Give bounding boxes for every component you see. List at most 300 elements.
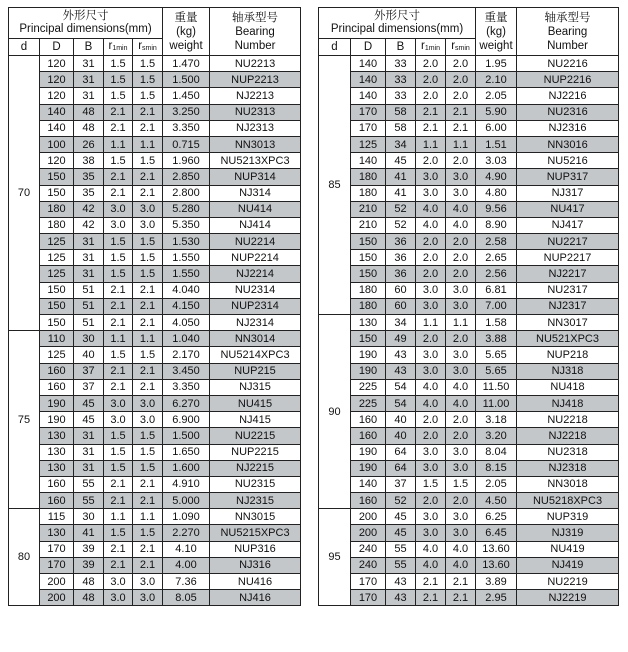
rsmin-cell: 2.0 bbox=[446, 331, 476, 347]
rsmin-cell: 3.0 bbox=[446, 298, 476, 314]
outer-diameter-cell: 150 bbox=[351, 266, 386, 282]
bearing-number-cell: NU2219 bbox=[517, 574, 619, 590]
r1min-cell: 3.0 bbox=[104, 590, 133, 606]
bearing-number-cell: NUP215 bbox=[210, 363, 301, 379]
r1min-cell: 2.0 bbox=[416, 153, 446, 169]
bearing-number-cell: NU2318 bbox=[517, 444, 619, 460]
r1min-cell: 1.5 bbox=[104, 347, 133, 363]
rsmin-cell: 4.0 bbox=[446, 217, 476, 233]
weight-cell: 2.270 bbox=[163, 525, 210, 541]
rsmin-cell: 2.0 bbox=[446, 493, 476, 509]
weight-cell: 8.05 bbox=[163, 590, 210, 606]
outer-diameter-cell: 200 bbox=[40, 574, 74, 590]
bore-diameter-cell: 70 bbox=[9, 56, 40, 331]
width-cell: 43 bbox=[386, 574, 416, 590]
rsmin-cell: 3.0 bbox=[446, 185, 476, 201]
bearing-number-cell: NUP314 bbox=[210, 169, 301, 185]
weight-header: 重量 (kg) weight bbox=[476, 8, 517, 56]
width-cell: 31 bbox=[74, 266, 104, 282]
outer-diameter-cell: 200 bbox=[351, 525, 386, 541]
weight-cell: 4.50 bbox=[476, 493, 517, 509]
weight-cell: 4.150 bbox=[163, 298, 210, 314]
bearing-number-cell: NJ2217 bbox=[517, 266, 619, 282]
bearing-number-cell: NU415 bbox=[210, 395, 301, 411]
table-row bbox=[319, 363, 619, 379]
r1min-cell: 2.1 bbox=[104, 282, 133, 298]
width-cell: 36 bbox=[386, 266, 416, 282]
width-cell: 43 bbox=[386, 363, 416, 379]
bearing-number-cell: NJ415 bbox=[210, 412, 301, 428]
outer-diameter-cell: 210 bbox=[351, 201, 386, 217]
weight-cell: 1.530 bbox=[163, 234, 210, 250]
outer-diameter-cell: 160 bbox=[40, 493, 74, 509]
principal-dimensions-header: 外形尺寸 Principal dimensions(mm) bbox=[319, 8, 476, 39]
outer-diameter-cell: 130 bbox=[40, 460, 74, 476]
weight-cell: 2.05 bbox=[476, 88, 517, 104]
r1min-cell: 2.0 bbox=[416, 412, 446, 428]
rsmin-cell: 2.1 bbox=[133, 541, 163, 557]
outer-diameter-cell: 115 bbox=[40, 509, 74, 525]
table-row bbox=[9, 557, 301, 573]
width-cell: 52 bbox=[386, 217, 416, 233]
width-cell: 35 bbox=[74, 169, 104, 185]
r1min-cell: 2.0 bbox=[416, 493, 446, 509]
outer-diameter-cell: 170 bbox=[351, 120, 386, 136]
bearing-number-cell: NU419 bbox=[517, 541, 619, 557]
rsmin-cell: 1.5 bbox=[133, 444, 163, 460]
rsmin-cell: 2.0 bbox=[446, 153, 476, 169]
table-row bbox=[319, 72, 619, 88]
weight-cell: 1.600 bbox=[163, 460, 210, 476]
r1min-cell: 1.1 bbox=[104, 136, 133, 152]
table-row bbox=[9, 72, 301, 88]
outer-diameter-cell: 240 bbox=[351, 541, 386, 557]
table-row bbox=[319, 331, 619, 347]
table-row bbox=[319, 412, 619, 428]
width-cell: 39 bbox=[74, 541, 104, 557]
rsmin-cell: 2.0 bbox=[446, 88, 476, 104]
outer-diameter-cell: 190 bbox=[351, 444, 386, 460]
width-cell: 34 bbox=[386, 315, 416, 331]
width-cell: 33 bbox=[386, 56, 416, 72]
outer-diameter-cell: 170 bbox=[351, 574, 386, 590]
rsmin-cell: 2.0 bbox=[446, 250, 476, 266]
outer-diameter-cell: 120 bbox=[40, 72, 74, 88]
col-B-header: B bbox=[74, 39, 104, 56]
weight-cell: 13.60 bbox=[476, 557, 517, 573]
outer-diameter-cell: 210 bbox=[351, 217, 386, 233]
outer-diameter-cell: 120 bbox=[40, 153, 74, 169]
bearing-number-cell: NJ2313 bbox=[210, 120, 301, 136]
weight-cell: 2.95 bbox=[476, 590, 517, 606]
weight-cell: 1.090 bbox=[163, 509, 210, 525]
weight-cell: 3.89 bbox=[476, 574, 517, 590]
rsmin-cell: 1.5 bbox=[133, 428, 163, 444]
bearing-number-cell: NUP2213 bbox=[210, 72, 301, 88]
width-cell: 38 bbox=[74, 153, 104, 169]
outer-diameter-cell: 170 bbox=[40, 557, 74, 573]
width-cell: 51 bbox=[74, 282, 104, 298]
bore-diameter-cell: 95 bbox=[319, 509, 351, 606]
weight-cell: 4.80 bbox=[476, 185, 517, 201]
outer-diameter-cell: 170 bbox=[351, 590, 386, 606]
r1min-cell: 1.1 bbox=[104, 509, 133, 525]
table-row bbox=[9, 363, 301, 379]
width-cell: 48 bbox=[74, 574, 104, 590]
r1min-cell: 3.0 bbox=[416, 169, 446, 185]
width-cell: 35 bbox=[74, 185, 104, 201]
r1min-cell: 2.1 bbox=[104, 363, 133, 379]
width-cell: 51 bbox=[74, 298, 104, 314]
table-row bbox=[9, 476, 301, 492]
bearing-number-cell: NJ2317 bbox=[517, 298, 619, 314]
weight-cell: 1.040 bbox=[163, 331, 210, 347]
r1min-cell: 1.1 bbox=[416, 315, 446, 331]
r1min-cell: 2.1 bbox=[416, 574, 446, 590]
width-cell: 26 bbox=[74, 136, 104, 152]
bearing-number-cell: NJ2219 bbox=[517, 590, 619, 606]
rsmin-cell: 3.0 bbox=[133, 217, 163, 233]
rsmin-cell: 2.1 bbox=[446, 104, 476, 120]
width-cell: 31 bbox=[74, 56, 104, 72]
r1min-cell: 2.1 bbox=[104, 185, 133, 201]
outer-diameter-cell: 180 bbox=[351, 185, 386, 201]
bearing-number-cell: NU2313 bbox=[210, 104, 301, 120]
outer-diameter-cell: 190 bbox=[351, 460, 386, 476]
weight-cell: 4.00 bbox=[163, 557, 210, 573]
table-row bbox=[319, 493, 619, 509]
bore-diameter-cell: 80 bbox=[9, 509, 40, 606]
bearing-number-cell: NJ2216 bbox=[517, 88, 619, 104]
bearing-number-cell: NJ318 bbox=[517, 363, 619, 379]
outer-diameter-cell: 150 bbox=[351, 250, 386, 266]
bearing-number-cell: NU2215 bbox=[210, 428, 301, 444]
outer-diameter-cell: 150 bbox=[40, 315, 74, 331]
weight-cell: 1.550 bbox=[163, 250, 210, 266]
width-cell: 40 bbox=[74, 347, 104, 363]
table-row bbox=[319, 120, 619, 136]
r1min-cell: 1.5 bbox=[104, 72, 133, 88]
outer-diameter-cell: 180 bbox=[40, 201, 74, 217]
weight-cell: 6.25 bbox=[476, 509, 517, 525]
outer-diameter-cell: 100 bbox=[40, 136, 74, 152]
width-cell: 64 bbox=[386, 444, 416, 460]
width-cell: 48 bbox=[74, 590, 104, 606]
width-cell: 51 bbox=[74, 315, 104, 331]
width-cell: 33 bbox=[386, 72, 416, 88]
outer-diameter-cell: 160 bbox=[351, 493, 386, 509]
bearing-number-cell: NUP2215 bbox=[210, 444, 301, 460]
col-r1min-header: $r_{1min}$ bbox=[416, 39, 446, 56]
table-row bbox=[319, 574, 619, 590]
rsmin-cell: 3.0 bbox=[446, 363, 476, 379]
bearing-number-cell: NJ2315 bbox=[210, 493, 301, 509]
width-cell: 31 bbox=[74, 88, 104, 104]
table-row bbox=[319, 298, 619, 314]
r1min-cell: 3.0 bbox=[104, 395, 133, 411]
r1min-cell: 2.0 bbox=[416, 331, 446, 347]
table-row bbox=[319, 395, 619, 411]
rsmin-cell: 1.5 bbox=[133, 250, 163, 266]
left-table-body bbox=[9, 56, 301, 606]
outer-diameter-cell: 200 bbox=[351, 509, 386, 525]
rsmin-cell: 3.0 bbox=[446, 509, 476, 525]
col-D-header: D bbox=[351, 39, 386, 56]
weight-cell: 1.550 bbox=[163, 266, 210, 282]
r1min-cell: 3.0 bbox=[416, 185, 446, 201]
bearing-number-cell: NU418 bbox=[517, 379, 619, 395]
r1min-cell: 1.1 bbox=[416, 136, 446, 152]
r1min-cell: 1.5 bbox=[104, 266, 133, 282]
weight-cell: 13.60 bbox=[476, 541, 517, 557]
col-r1min-header: $r_{1min}$ bbox=[104, 39, 133, 56]
r1min-cell: 1.5 bbox=[104, 153, 133, 169]
outer-diameter-cell: 130 bbox=[351, 315, 386, 331]
outer-diameter-cell: 190 bbox=[351, 363, 386, 379]
weight-cell: 9.56 bbox=[476, 201, 517, 217]
table-row bbox=[9, 56, 301, 72]
weight-cell: 2.65 bbox=[476, 250, 517, 266]
bore-diameter-cell: 75 bbox=[9, 331, 40, 509]
table-row bbox=[9, 574, 301, 590]
outer-diameter-cell: 140 bbox=[351, 476, 386, 492]
r1min-cell: 2.1 bbox=[416, 120, 446, 136]
weight-cell: 1.51 bbox=[476, 136, 517, 152]
width-cell: 45 bbox=[74, 395, 104, 411]
rsmin-cell: 3.0 bbox=[446, 460, 476, 476]
rsmin-cell: 2.0 bbox=[446, 56, 476, 72]
width-cell: 58 bbox=[386, 120, 416, 136]
width-cell: 30 bbox=[74, 509, 104, 525]
r1min-cell: 3.0 bbox=[104, 412, 133, 428]
outer-diameter-cell: 150 bbox=[351, 234, 386, 250]
bearing-number-cell: NUP2216 bbox=[517, 72, 619, 88]
weight-cell: 6.270 bbox=[163, 395, 210, 411]
r1min-cell: 4.0 bbox=[416, 201, 446, 217]
width-cell: 54 bbox=[386, 395, 416, 411]
bearing-number-cell: NJ314 bbox=[210, 185, 301, 201]
outer-diameter-cell: 160 bbox=[40, 363, 74, 379]
outer-diameter-cell: 130 bbox=[40, 525, 74, 541]
width-cell: 52 bbox=[386, 201, 416, 217]
outer-diameter-cell: 110 bbox=[40, 331, 74, 347]
outer-diameter-cell: 225 bbox=[351, 379, 386, 395]
table-row bbox=[319, 379, 619, 395]
r1min-cell: 2.1 bbox=[104, 315, 133, 331]
width-cell: 37 bbox=[74, 363, 104, 379]
width-cell: 31 bbox=[74, 72, 104, 88]
bearing-number-cell: NU5214XPC3 bbox=[210, 347, 301, 363]
col-d-header: d bbox=[319, 39, 351, 56]
width-cell: 36 bbox=[386, 250, 416, 266]
r1min-cell: 2.1 bbox=[104, 493, 133, 509]
bore-diameter-cell: 85 bbox=[319, 56, 351, 315]
bore-diameter-cell: 90 bbox=[319, 315, 351, 509]
width-cell: 55 bbox=[386, 557, 416, 573]
outer-diameter-cell: 140 bbox=[40, 120, 74, 136]
table-row bbox=[9, 185, 301, 201]
rsmin-cell: 2.1 bbox=[133, 120, 163, 136]
width-cell: 31 bbox=[74, 234, 104, 250]
bearing-number-cell: NJ2214 bbox=[210, 266, 301, 282]
r1min-cell: 3.0 bbox=[416, 509, 446, 525]
r1min-cell: 2.0 bbox=[416, 266, 446, 282]
bearing-number-cell: NN3014 bbox=[210, 331, 301, 347]
rsmin-cell: 2.0 bbox=[446, 428, 476, 444]
width-cell: 42 bbox=[74, 201, 104, 217]
rsmin-cell: 1.5 bbox=[133, 153, 163, 169]
outer-diameter-cell: 170 bbox=[40, 541, 74, 557]
bearing-number-cell: NUP319 bbox=[517, 509, 619, 525]
weight-cell: 3.20 bbox=[476, 428, 517, 444]
weight-cell: 8.15 bbox=[476, 460, 517, 476]
weight-cell: 2.800 bbox=[163, 185, 210, 201]
weight-cell: 6.900 bbox=[163, 412, 210, 428]
rsmin-cell: 3.0 bbox=[133, 201, 163, 217]
outer-diameter-cell: 150 bbox=[40, 282, 74, 298]
rsmin-cell: 3.0 bbox=[446, 347, 476, 363]
table-row bbox=[9, 234, 301, 250]
bearing-number-cell: NJ2314 bbox=[210, 315, 301, 331]
table-row bbox=[319, 347, 619, 363]
bearing-number-header: 轴承型号 Bearing Number bbox=[517, 8, 619, 56]
width-cell: 40 bbox=[386, 412, 416, 428]
outer-diameter-cell: 150 bbox=[40, 169, 74, 185]
bearing-number-cell: NU2316 bbox=[517, 104, 619, 120]
r1min-cell: 2.1 bbox=[104, 169, 133, 185]
rsmin-cell: 2.1 bbox=[446, 574, 476, 590]
r1min-cell: 1.5 bbox=[104, 428, 133, 444]
rsmin-cell: 1.5 bbox=[133, 234, 163, 250]
table-row bbox=[319, 557, 619, 573]
r1min-cell: 3.0 bbox=[416, 298, 446, 314]
table-row bbox=[9, 412, 301, 428]
width-cell: 33 bbox=[386, 88, 416, 104]
weight-cell: 1.95 bbox=[476, 56, 517, 72]
width-cell: 45 bbox=[386, 525, 416, 541]
width-cell: 54 bbox=[386, 379, 416, 395]
bearing-number-cell: NN3013 bbox=[210, 136, 301, 152]
bearing-number-cell: NUP2214 bbox=[210, 250, 301, 266]
bearing-number-cell: NN3015 bbox=[210, 509, 301, 525]
bearing-number-cell: NU5216 bbox=[517, 153, 619, 169]
rsmin-cell: 2.0 bbox=[446, 412, 476, 428]
table-row bbox=[319, 234, 619, 250]
weight-cell: 1.470 bbox=[163, 56, 210, 72]
r1min-cell: 2.0 bbox=[416, 250, 446, 266]
r1min-cell: 3.0 bbox=[104, 201, 133, 217]
r1min-cell: 2.1 bbox=[104, 298, 133, 314]
width-cell: 43 bbox=[386, 590, 416, 606]
weight-cell: 2.170 bbox=[163, 347, 210, 363]
width-cell: 45 bbox=[386, 153, 416, 169]
right-bearing-table bbox=[318, 7, 619, 606]
bearing-number-cell: NJ418 bbox=[517, 395, 619, 411]
rsmin-cell: 2.1 bbox=[133, 493, 163, 509]
r1min-cell: 2.0 bbox=[416, 56, 446, 72]
rsmin-cell: 1.1 bbox=[133, 509, 163, 525]
weight-cell: 3.250 bbox=[163, 104, 210, 120]
width-cell: 31 bbox=[74, 428, 104, 444]
r1min-cell: 2.1 bbox=[104, 120, 133, 136]
weight-cell: 8.90 bbox=[476, 217, 517, 233]
weight-cell: 1.500 bbox=[163, 428, 210, 444]
r1min-cell: 2.1 bbox=[104, 557, 133, 573]
bearing-number-cell: NJ2213 bbox=[210, 88, 301, 104]
r1min-cell: 2.0 bbox=[416, 88, 446, 104]
weight-cell: 4.050 bbox=[163, 315, 210, 331]
table-row bbox=[319, 476, 619, 492]
r1min-cell: 2.0 bbox=[416, 234, 446, 250]
weight-cell: 5.350 bbox=[163, 217, 210, 233]
weight-cell: 5.90 bbox=[476, 104, 517, 120]
weight-cell: 1.500 bbox=[163, 72, 210, 88]
r1min-cell: 2.1 bbox=[104, 476, 133, 492]
bearing-number-cell: NUP2217 bbox=[517, 250, 619, 266]
table-row bbox=[9, 460, 301, 476]
outer-diameter-cell: 125 bbox=[40, 347, 74, 363]
table-row bbox=[9, 282, 301, 298]
table-row bbox=[319, 444, 619, 460]
rsmin-cell: 1.5 bbox=[446, 476, 476, 492]
weight-cell: 2.10 bbox=[476, 72, 517, 88]
bearing-number-cell: NJ315 bbox=[210, 379, 301, 395]
rsmin-cell: 2.1 bbox=[133, 169, 163, 185]
outer-diameter-cell: 180 bbox=[351, 169, 386, 185]
table-row bbox=[9, 541, 301, 557]
bearing-number-cell: NJ317 bbox=[517, 185, 619, 201]
weight-cell: 1.960 bbox=[163, 153, 210, 169]
weight-cell: 1.450 bbox=[163, 88, 210, 104]
width-cell: 52 bbox=[386, 493, 416, 509]
table-row bbox=[319, 525, 619, 541]
outer-diameter-cell: 150 bbox=[40, 298, 74, 314]
table-row bbox=[319, 428, 619, 444]
outer-diameter-cell: 240 bbox=[351, 557, 386, 573]
weight-cell: 3.450 bbox=[163, 363, 210, 379]
r1min-cell: 2.1 bbox=[416, 590, 446, 606]
outer-diameter-cell: 125 bbox=[40, 234, 74, 250]
weight-cell: 3.18 bbox=[476, 412, 517, 428]
table-row bbox=[319, 509, 619, 525]
outer-diameter-cell: 140 bbox=[40, 104, 74, 120]
width-cell: 60 bbox=[386, 298, 416, 314]
table-row bbox=[9, 379, 301, 395]
weight-cell: 5.65 bbox=[476, 363, 517, 379]
outer-diameter-cell: 190 bbox=[351, 347, 386, 363]
table-row bbox=[9, 217, 301, 233]
bearing-number-cell: NU2314 bbox=[210, 282, 301, 298]
rsmin-cell: 2.1 bbox=[133, 298, 163, 314]
bearing-number-cell: NU2213 bbox=[210, 56, 301, 72]
table-row bbox=[9, 428, 301, 444]
width-cell: 41 bbox=[386, 185, 416, 201]
bearing-number-cell: NU521XPC3 bbox=[517, 331, 619, 347]
rsmin-cell: 2.1 bbox=[133, 363, 163, 379]
r1min-cell: 3.0 bbox=[416, 525, 446, 541]
r1min-cell: 4.0 bbox=[416, 541, 446, 557]
r1min-cell: 1.5 bbox=[104, 444, 133, 460]
bearing-number-cell: NJ416 bbox=[210, 590, 301, 606]
bearing-number-cell: NU2218 bbox=[517, 412, 619, 428]
rsmin-cell: 3.0 bbox=[446, 169, 476, 185]
width-cell: 40 bbox=[386, 428, 416, 444]
table-row bbox=[319, 201, 619, 217]
width-cell: 60 bbox=[386, 282, 416, 298]
bearing-number-cell: NJ419 bbox=[517, 557, 619, 573]
weight-header: 重量 (kg) weight bbox=[163, 8, 210, 56]
rsmin-cell: 4.0 bbox=[446, 541, 476, 557]
